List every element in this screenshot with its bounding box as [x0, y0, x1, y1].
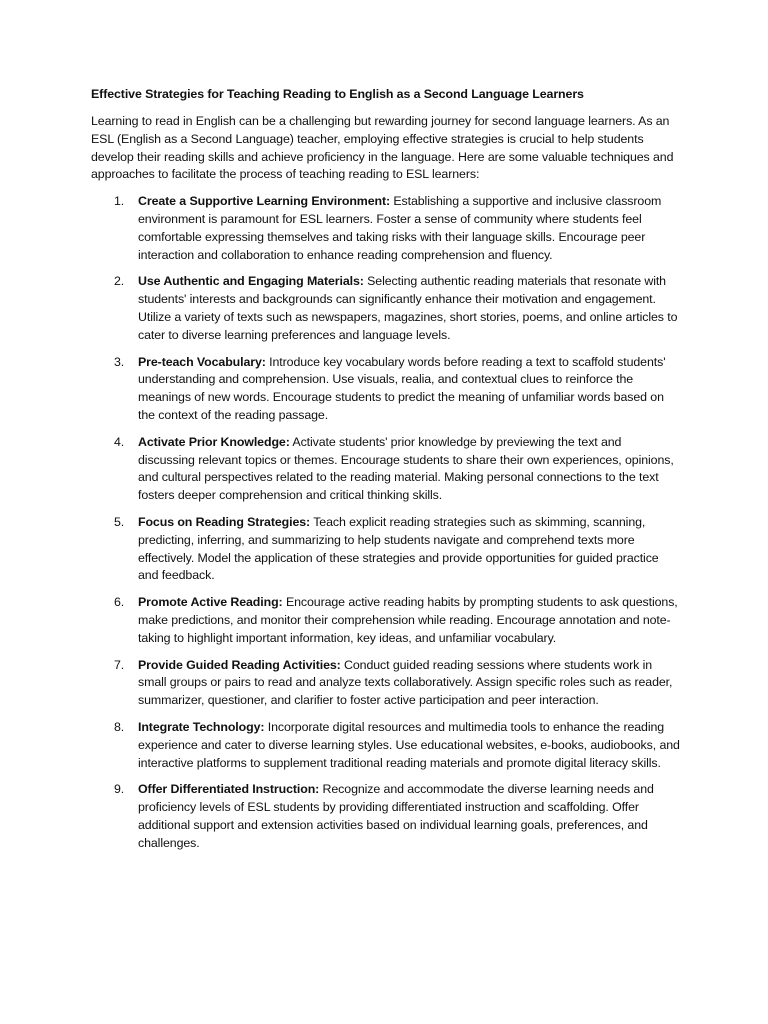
item-number: 4.: [114, 434, 125, 449]
document-title: Effective Strategies for Teaching Reading to English as a Second Language Learners: [91, 87, 584, 101]
item-number: 5.: [114, 514, 125, 529]
item-title: Activate Prior Knowledge:: [138, 434, 290, 449]
document-page: [91, 86, 681, 861]
item-number: 6.: [114, 595, 125, 610]
list-item: [91, 514, 681, 585]
item-text: Activate students' prior knowledge by previewing the text and discussing relevant topics or themes. Encourage students to share their own experiences, opinions, and cultural perspectives related to the reading material. Making personal connections to the text fosters deeper comprehension and critical thinking skills.: [138, 434, 674, 503]
item-title: Pre-teach Vocabulary:: [138, 354, 266, 369]
strategy-list: [91, 193, 681, 852]
item-text: Selecting authentic reading materials that resonate with students' interests and backgrounds can significantly enhance their motivation and engagement. Utilize a variety of texts such as newspapers, magazines, short stories, poems, and online articles to cater to diverse learning preferences and language levels.: [138, 274, 678, 342]
list-item: [91, 193, 681, 264]
item-number: 2.: [114, 274, 125, 289]
item-number: 7.: [114, 657, 125, 672]
item-text: Recognize and accommodate the diverse learning needs and proficiency levels of ESL students by providing differentiated instruction and scaffolding. Offer additional support and extension activities based on individual learning goals, preferences, and challenges.: [138, 782, 654, 850]
list-item: [91, 434, 681, 505]
list-item: [91, 719, 681, 772]
item-title: Integrate Technology:: [138, 719, 265, 734]
item-text: Encourage active reading habits by prompting students to ask questions, make predictions, and monitor their comprehension while reading. Encourage annotation and note-taking to highlight important information, key ideas, and unfamiliar vocabulary.: [138, 595, 678, 645]
item-title: Focus on Reading Strategies:: [138, 514, 311, 529]
list-item: [91, 354, 681, 425]
item-number: 3.: [114, 354, 125, 369]
item-text: Conduct guided reading sessions where students work in small groups or pairs to read and analyze texts collaboratively. Assign specific roles such as reader, summarizer, questioner, and clarifier to foster active participation and peer interaction.: [138, 657, 673, 708]
item-text: Incorporate digital resources and multimedia tools to enhance the reading experience and cater to diverse learning styles. Use educational websites, e-books, audiobooks, and interactive platforms to supplement traditional reading materials and promote digital literacy skills.: [138, 719, 680, 770]
item-text: Establishing a supportive and inclusive classroom environment is paramount for ESL learners. Foster a sense of community where students feel comfortable expressing themselves and taking risks with their language skills. Encourage peer interaction and collaboration to enhance reading comprehension and fluency.: [138, 194, 662, 262]
item-title: Promote Active Reading:: [138, 595, 283, 610]
list-item: [91, 594, 681, 647]
item-text: Introduce key vocabulary words before reading a text to scaffold students' understanding and comprehension. Use visuals, realia, and contextual clues to reinforce the meanings of new words. Encourage students to predict the meaning of unfamiliar words based on the context of the reading passage.: [138, 354, 666, 422]
item-title: Use Authentic and Engaging Materials:: [138, 274, 364, 289]
item-title: Offer Differentiated Instruction:: [138, 782, 320, 797]
list-item: [91, 781, 681, 852]
list-item: [91, 273, 681, 344]
item-title: Provide Guided Reading Activities:: [138, 657, 341, 672]
item-number: 1.: [114, 194, 125, 209]
item-title: Create a Supportive Learning Environment:: [138, 194, 391, 209]
item-number: 8.: [114, 719, 125, 734]
intro-paragraph: Learning to read in English can be a challenging but rewarding journey for second language learners. As an ESL (English as a Second Language) teacher, employing effective strategies is crucial to help students develop their reading skills and achieve proficiency in the language. Here are some valuable techniques and approaches to facilitate the process of teaching reading to ESL learners:: [91, 114, 674, 182]
item-number: 9.: [114, 782, 125, 797]
item-text: Teach explicit reading strategies such as skimming, scanning, predicting, inferring, and summarizing to help students navigate and comprehend texts more effectively. Model the application of these strategies and provide opportunities for guided practice and feedback.: [138, 514, 659, 583]
list-item: [91, 657, 681, 710]
